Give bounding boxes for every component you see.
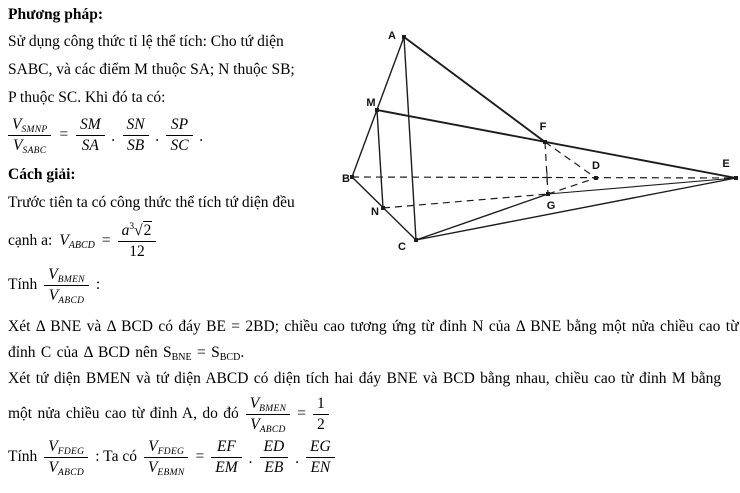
fraction-vfdeg-vabcd: $\frac{V_{FDEG}}{V_{ABCD}}$ <box>44 438 88 477</box>
segment-cg <box>416 194 548 240</box>
vertex-n-label: N <box>371 206 379 218</box>
method-text <box>8 28 360 112</box>
sqrt-sign: √ <box>134 222 143 239</box>
segment-mn <box>377 110 383 208</box>
period: . <box>199 128 204 146</box>
fraction-sm-sa: $\frac{SM}{SA}$ <box>76 116 105 155</box>
method-line-1: Sử dụng công thức tỉ lệ thể tích: Cho tứ diện <box>8 33 284 50</box>
paragraph-bne-line2: đỉnh C của Δ BCD nên SBNE = SBCD. <box>8 344 245 363</box>
fraction-ef-em: $\frac{EF}{EM}$ <box>211 438 241 477</box>
vertex-d-label: D <box>592 160 600 172</box>
vertex-f-label: F <box>539 121 547 133</box>
compute-bmen-line <box>8 266 100 305</box>
fraction-eg-en: $\frac{EG}{EN}$ <box>306 438 335 477</box>
vertex-m-label: M <box>366 97 376 109</box>
paragraph-bmen-line1: Xét tứ diện BMEN và tứ diện ABCD có diện tích hai đáy BNE và BCD bằng nhau, chiều cao từ đỉnh M bằng <box>8 370 722 387</box>
fraction-vfdeg-vebmn: $\frac{V_{FDEG}}{V_{EBMN}}$ <box>144 438 189 477</box>
method-heading: Phương pháp: <box>8 6 103 23</box>
dashed-segment-ng <box>383 194 548 208</box>
fraction-ed-eb: $\frac{ED}{EB}$ <box>260 438 289 477</box>
colon: : <box>95 276 101 294</box>
solution-intro: Trước tiên ta có công thức thể tích tứ diện đều <box>8 194 295 211</box>
volume-ratio-formula <box>8 116 203 155</box>
vertex-a-marker <box>402 35 406 39</box>
vertex-b-marker <box>350 175 354 179</box>
dashed-segment-fg <box>545 142 548 194</box>
method-line-2: SABC, và các điểm M thuộc SA; N thuộc SB; <box>8 61 295 78</box>
volume-symbol: $V_{ABCD}$ <box>59 231 95 251</box>
equals-sign: = <box>58 126 69 144</box>
segment-af <box>404 37 545 142</box>
edge-ab <box>352 37 404 177</box>
multiplication-dot: . <box>295 450 300 468</box>
fraction-sp-sc: $\frac{SP}{SC}$ <box>166 116 192 155</box>
vertex-a-label: A <box>388 30 396 42</box>
vertex-e-label: E <box>722 158 730 170</box>
multiplication-dot: . <box>248 450 253 468</box>
fraction-vbmen-vabcd: $\frac{V_{BMEN}}{V_{ABCD}}$ <box>44 266 89 305</box>
colon-ta-co: : Ta có <box>95 448 137 466</box>
vertex-n-marker <box>381 206 385 210</box>
vertex-c-marker <box>414 238 418 242</box>
line-ce <box>416 178 736 240</box>
line-me-through-f <box>377 110 736 178</box>
vertex-c-label: C <box>398 241 406 253</box>
multiplication-dot: . <box>155 128 160 146</box>
paragraph-bne-line1: Xét Δ BNE và Δ BCD có đáy BE = 2BD; chiều cao tương ứng từ đỉnh N của Δ BNE bằng một nửa chiều cao từ <box>8 318 739 335</box>
fraction-a3sqrt2-12: $\frac{a^3√2}{12}$ <box>118 222 157 261</box>
method-line-3: P thuộc SC. Khi đó ta có: <box>8 89 166 106</box>
vertex-f-marker <box>543 140 547 144</box>
tetrahedron-diagram <box>340 5 740 255</box>
edge-ac <box>404 37 416 240</box>
equals-sign: = <box>297 405 306 423</box>
paragraph-bmen-abcd <box>8 366 740 434</box>
fraction-1-2: $\frac{1}{2}$ <box>313 395 329 434</box>
vertex-d-marker <box>594 176 598 180</box>
fraction-vsmnp-vsabc: $\frac{V_{SMNP}}{V_{SABC}}$ <box>8 116 51 155</box>
compute-label: Tính <box>8 448 38 466</box>
equals-sign: = <box>101 232 111 250</box>
tetrahedron-volume-formula <box>8 222 156 261</box>
compute-fdeg-line <box>8 438 335 477</box>
vertex-g-label: G <box>546 200 556 212</box>
paragraph-bmen-line2: một nửa chiều cao từ đỉnh A, do đó $\frac{V_{BMEN}}{V_{ABCD}}$ = $\frac{1}{2}$ <box>8 395 740 434</box>
vertex-m-marker <box>375 108 379 112</box>
multiplication-dot: . <box>111 128 116 146</box>
vertex-b-label: B <box>342 173 350 185</box>
fraction-vbmen-vabcd: $\frac{V_{BMEN}}{V_{ABCD}}$ <box>246 395 291 434</box>
fraction-sn-sb: $\frac{SN}{SB}$ <box>123 116 149 155</box>
edge-label: cạnh a: <box>8 232 53 250</box>
equals-sign: = <box>195 448 205 466</box>
vertex-e-marker <box>734 176 738 180</box>
compute-label: Tính <box>8 276 38 294</box>
vertex-g-marker <box>546 192 550 196</box>
paragraph-bne-bcd <box>8 314 740 371</box>
segment-ge <box>548 178 736 194</box>
solution-heading: Cách giải: <box>8 166 76 183</box>
